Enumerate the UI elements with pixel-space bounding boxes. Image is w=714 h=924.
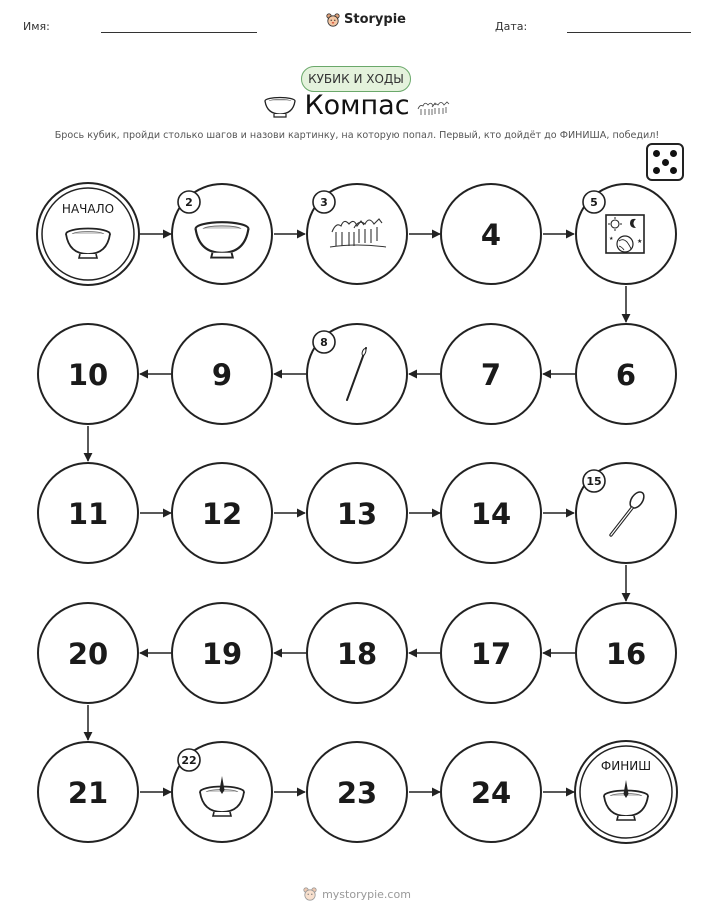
cell-5 — [576, 184, 676, 284]
cell-9 — [172, 324, 272, 424]
cell-22-number: 22 — [181, 754, 197, 767]
cell-number: 17 — [470, 637, 512, 671]
cell-number: 14 — [470, 497, 512, 531]
finish-label: ФИНИШ — [600, 759, 652, 773]
start-label: НАЧАЛО — [61, 202, 115, 216]
cell-number: 24 — [470, 776, 512, 810]
cell-17 — [441, 603, 541, 703]
cell-11 — [38, 463, 138, 563]
cell-16 — [576, 603, 676, 703]
cell-3 — [307, 184, 407, 284]
instructions-text: Брось кубик, пройди столько шагов и назови картинку, на которую попал. Первый, кто дойдёт до ФИНИША, победил! — [54, 130, 660, 141]
cell-6 — [576, 324, 676, 424]
cell-15-number: 15 — [586, 475, 602, 488]
cell-3-number: 3 — [320, 196, 328, 209]
cell-number: 16 — [605, 637, 647, 671]
cell-22 — [172, 742, 272, 842]
page-title: Компас — [304, 90, 410, 121]
cell-number: 23 — [336, 776, 378, 810]
cell-2-number: 2 — [185, 196, 193, 209]
cell-2 — [172, 184, 272, 284]
cell-12 — [172, 463, 272, 563]
cell-number: 10 — [67, 358, 109, 392]
cell-23 — [307, 742, 407, 842]
finish-cell — [575, 741, 677, 843]
cell-5-number: 5 — [590, 196, 598, 209]
bear-logo-icon — [303, 887, 317, 901]
cell-19 — [172, 603, 272, 703]
cell-8-number: 8 — [320, 336, 328, 349]
cell-number: 12 — [201, 497, 243, 531]
cell-18 — [307, 603, 407, 703]
svg-text:★: ★ — [637, 238, 643, 245]
cell-24 — [441, 742, 541, 842]
cell-14 — [441, 463, 541, 563]
cell-21 — [38, 742, 138, 842]
cell-15 — [576, 463, 676, 563]
cell-number: 6 — [615, 358, 637, 392]
night-sky-icon — [606, 215, 644, 253]
cell-number: 4 — [480, 218, 502, 252]
cell-number: 13 — [336, 497, 378, 531]
cell-10 — [38, 324, 138, 424]
date-label: Дата: — [495, 20, 528, 33]
activity-badge: КУБИК И ХОДЫ — [301, 66, 411, 92]
cell-20 — [38, 603, 138, 703]
cell-number: 21 — [67, 776, 109, 810]
svg-text:★: ★ — [609, 236, 614, 242]
name-label: Имя: — [23, 20, 50, 33]
cell-number: 9 — [211, 358, 233, 392]
cell-number: 7 — [480, 358, 502, 392]
start-cell — [37, 183, 139, 285]
cell-4 — [441, 184, 541, 284]
brand-name: Storypie — [344, 12, 406, 27]
footer — [0, 887, 714, 901]
cell-13 — [307, 463, 407, 563]
cell-number: 19 — [201, 637, 243, 671]
cell-number: 20 — [67, 637, 109, 671]
cell-number: 11 — [67, 497, 109, 531]
cell-7 — [441, 324, 541, 424]
cell-number: 18 — [336, 637, 378, 671]
cell-8 — [307, 324, 407, 424]
footer-url[interactable]: mystorypie.com — [322, 887, 411, 901]
